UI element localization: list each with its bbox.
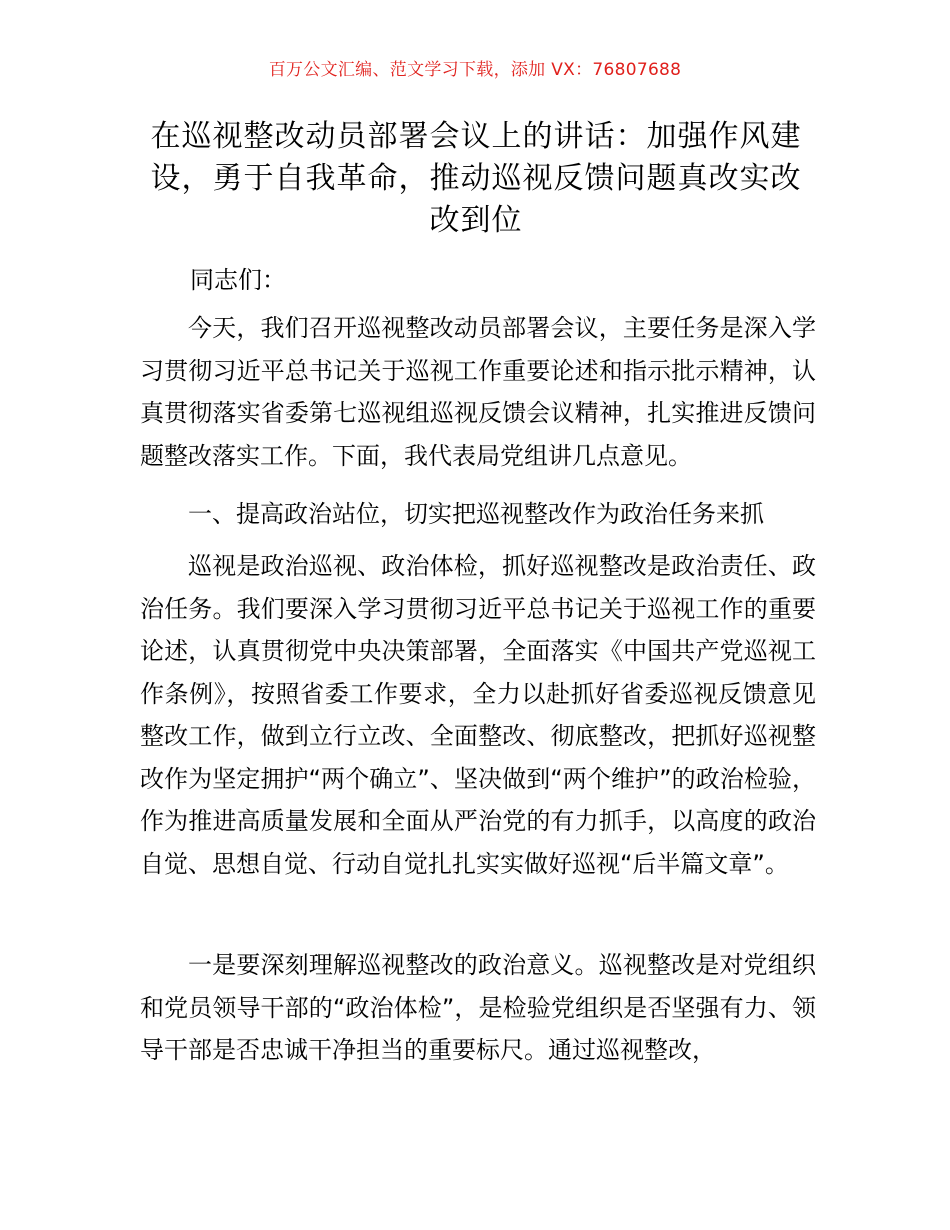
paragraph-point-1: 一是要深刻理解巡视整改的政治意义。巡视整改是对党组织和党员领导干部的“政治体检”，是检验党组织是否坚强有力、领导干部是否忠诚干净担当的重要标尺。通过巡视整改， (140, 951, 816, 1064)
header-watermark: 百万公文汇编、范文学习下载，添加 VX：76807688 (268, 60, 682, 80)
salutation: 同志们： (190, 266, 286, 294)
paragraph-section-1: 巡视是政治巡视、政治体检，抓好巡视整改是政治责任、政治任务。我们要深入学习贯彻习近平总书记关于巡视工作的重要论述，认真贯彻党中央决策部署，全面落实《中国共产党巡视工作条例》，按照省委工作要求，全力以赴抓好省委巡视反馈意见整改工作，做到立行立改、全面整改、彻底整改，把抓好巡视整改作为坚定拥护“两个确立”、坚决做到“两个维护”的政治检验，作为推进高质量发展和全面从严治党的有力抓手，以高度的政治自觉、思想自觉、行动自觉扎扎实实做好巡视“后半篇文章”。 (140, 552, 816, 878)
section-heading-1: 一、提高政治站位，切实把巡视整改作为政治任务来抓 (188, 500, 764, 528)
document-title: 在巡视整改动员部署会议上的讲话：加强作风建设，勇于自我革命，推动巡视反馈问题真改实改改到位 (150, 119, 802, 238)
paragraph-intro: 今天，我们召开巡视整改动员部署会议，主要任务是深入学习贯彻习近平总书记关于巡视工作重要论述和指示批示精神，认真贯彻落实省委第七巡视组巡视反馈会议精神，扎实推进反馈问题整改落实工作。下面，我代表局党组讲几点意见。 (140, 314, 816, 470)
